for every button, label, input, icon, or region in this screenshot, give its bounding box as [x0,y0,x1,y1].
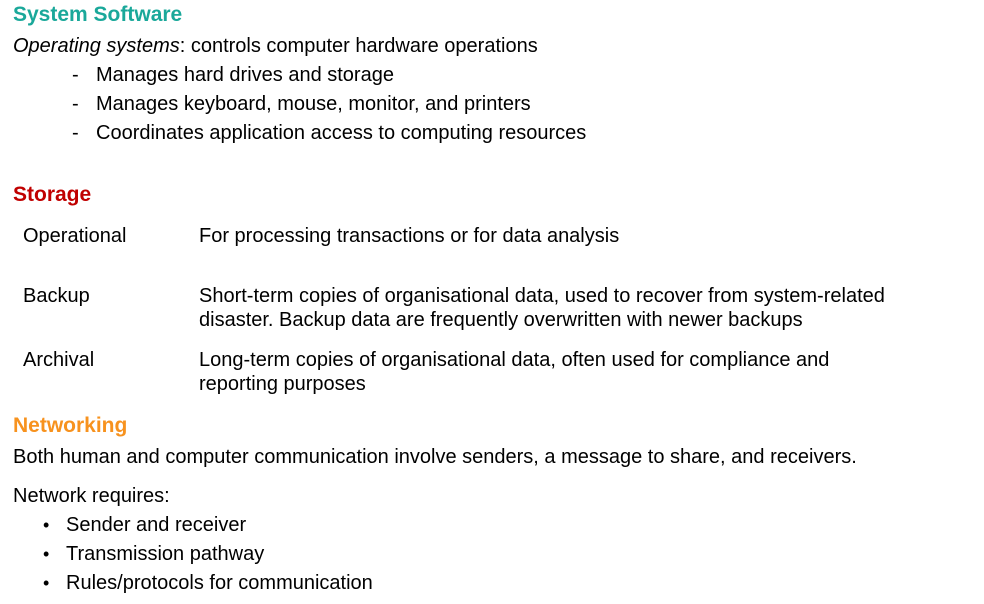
system-software-heading: System Software [13,3,183,26]
dash-marker: - [72,122,79,144]
bullet-marker: • [43,544,50,564]
storage-description [199,284,974,332]
dash-marker: - [72,93,79,115]
list-item-text: Rules/protocols for communication [66,572,373,594]
networking-heading: Networking [13,414,128,437]
list-item-text: Coordinates application access to computing resources [96,122,587,144]
list-item [72,92,772,116]
list-item [43,571,643,595]
storage-term: Operational [23,225,127,247]
list-item [72,121,772,145]
list-item [72,63,772,87]
storage-row-archival [0,348,984,396]
list-item-text: Transmission pathway [66,543,265,565]
network-requires-label: Network requires: [13,485,170,507]
storage-description [199,348,974,396]
list-item [43,513,643,537]
list-item-text: Manages keyboard, mouse, monitor, and printers [96,93,531,115]
storage-description-line: Long-term copies of organisational data, often used for compliance and [199,349,830,371]
storage-description-line: disaster. Backup data are frequently overwritten with newer backups [199,309,803,331]
storage-heading: Storage [13,183,92,206]
dash-marker: - [72,64,79,86]
storage-term: Archival [23,349,95,371]
list-item-text: Sender and receiver [66,514,247,536]
storage-term: Backup [23,285,90,307]
operating-systems-line [13,34,538,58]
storage-description [199,224,974,248]
bullet-marker: • [43,573,50,593]
storage-description-line: For processing transactions or for data analysis [199,225,620,247]
storage-description-line: reporting purposes [199,373,366,395]
bullet-marker: • [43,515,50,535]
networking-sentence: Both human and computer communication involve senders, a message to share, and receivers. [13,446,857,468]
storage-row-operational [0,224,984,248]
list-item [43,542,643,566]
storage-row-backup [0,284,984,332]
list-item-text: Manages hard drives and storage [96,64,394,86]
operating-systems-term: Operating systems [13,35,180,57]
storage-description-line: Short-term copies of organisational data, used to recover from system-related [199,285,885,307]
operating-systems-description: : controls computer hardware operations [179,35,538,57]
